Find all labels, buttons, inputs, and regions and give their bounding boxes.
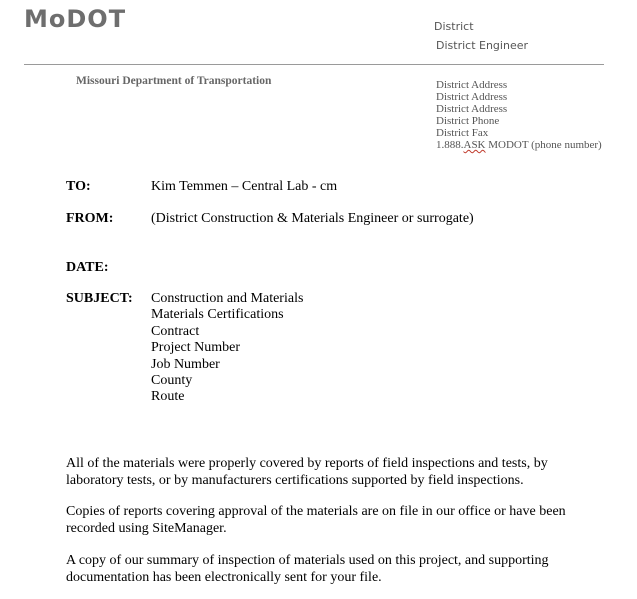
- phone-line: District Phone: [436, 115, 500, 127]
- toll-free-ask: ASK: [463, 139, 486, 151]
- from-label: FROM:: [66, 211, 114, 226]
- address-line: District Address: [436, 103, 508, 115]
- subject-line: Materials Certifications: [151, 307, 284, 323]
- district-name: District: [434, 20, 474, 33]
- district-engineer: District Engineer: [436, 39, 528, 52]
- date-label: DATE:: [66, 260, 109, 275]
- body-paragraph-1: All of the materials were properly covered by reports of field inspections and tests, by laboratory tests, or by manufacturers certifications supported by field inspections.: [66, 456, 548, 488]
- fax-line: District Fax: [436, 127, 489, 139]
- subject-lines: [151, 291, 303, 406]
- district-contact-block: [436, 79, 602, 151]
- subject-line: Project Number: [151, 340, 241, 356]
- address-line: District Address: [436, 79, 508, 91]
- to-label: TO:: [66, 179, 91, 194]
- department-name: Missouri Department of Transportation: [76, 75, 272, 87]
- toll-free-prefix: 1.888.: [436, 139, 464, 151]
- subject-line: Contract: [151, 323, 200, 339]
- body-paragraph-3: A copy of our summary of inspection of materials used on this project, and supporting documentation has been electronically sent for your file.: [66, 553, 549, 585]
- subject-line: County: [151, 373, 193, 389]
- from-value: (District Construction & Materials Engineer or surrogate): [151, 211, 474, 226]
- address-line: District Address: [436, 91, 508, 103]
- body-paragraph-2: Copies of reports covering approval of the materials are on file in our office or have been recorded using SiteManager.: [66, 504, 566, 536]
- to-value: Kim Temmen – Central Lab - cm: [151, 179, 338, 194]
- subject-line: Route: [151, 389, 185, 405]
- toll-free-line: [436, 139, 602, 151]
- subject-line: Job Number: [151, 356, 220, 372]
- subject-label: SUBJECT:: [66, 291, 133, 306]
- header-divider: [24, 64, 604, 65]
- subject-line: Construction and Materials: [151, 291, 304, 306]
- modot-logo: MoDOT: [24, 5, 127, 33]
- toll-free-suffix: MODOT (phone number): [485, 139, 602, 151]
